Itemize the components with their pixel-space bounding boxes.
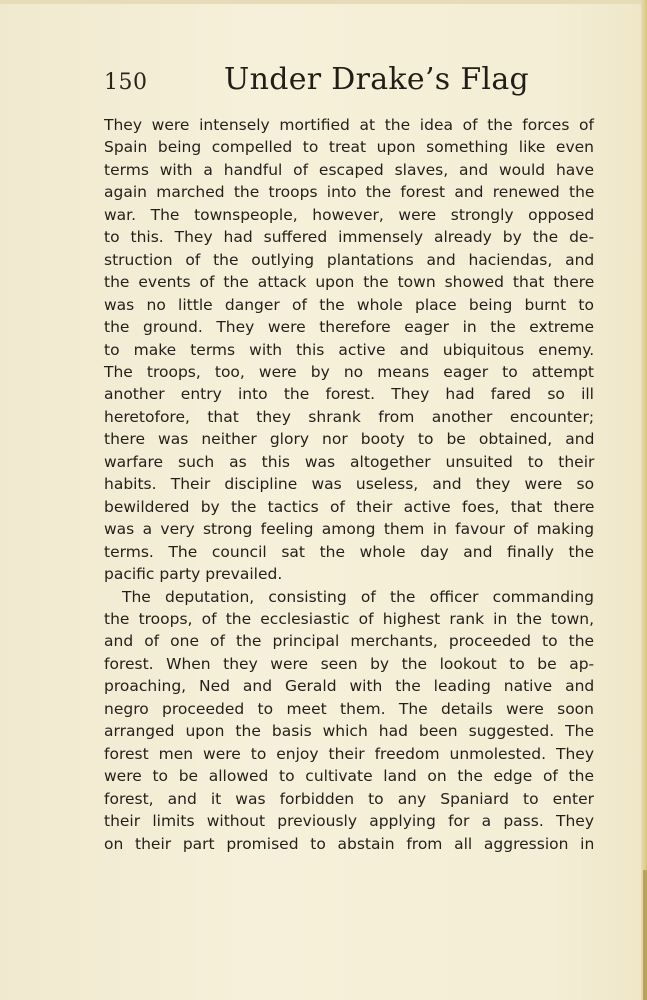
page-right-edge-shadow bbox=[643, 870, 647, 1000]
text-line: the ground. They were therefore eager in the extreme bbox=[104, 318, 594, 337]
page-number: 150 bbox=[104, 70, 148, 95]
body-text bbox=[104, 114, 594, 855]
text-line: forest, and it was forbidden to any Spaniard to enter bbox=[104, 789, 594, 808]
text-line: and of one of the principal merchants, proceeded to the bbox=[104, 632, 595, 651]
text-line: the events of the attack upon the town showed that there bbox=[104, 273, 595, 292]
text-line: negro proceeded to meet them. The details were soon bbox=[104, 699, 594, 718]
text-line: struction of the outlying plantations and haciendas, and bbox=[104, 250, 595, 269]
text-line: war. The townspeople, however, were strongly opposed bbox=[104, 205, 595, 224]
text-line: habits. Their discipline was useless, and they were so bbox=[104, 475, 595, 494]
text-line: arranged upon the basis which had been suggested. The bbox=[104, 722, 594, 741]
text-line: pacific party prevailed. bbox=[104, 565, 283, 584]
running-title: Under Drake’s Flag bbox=[224, 62, 530, 97]
paragraph-2 bbox=[104, 586, 594, 855]
text-line: their limits without previously applying for a pass. They bbox=[104, 812, 594, 831]
page-right-edge bbox=[641, 0, 647, 1000]
text-line: They were intensely mortified at the idea of the forces of bbox=[104, 116, 594, 134]
text-line: heretofore, that they shrank from another encounter; bbox=[104, 407, 595, 426]
text-line: was no little danger of the whole place being burnt to bbox=[104, 295, 594, 314]
text-line: proaching, Ned and Gerald with the leading native and bbox=[104, 677, 595, 696]
text-line: The troops, too, were by no means eager to attempt bbox=[104, 362, 594, 381]
text-line: terms. The council sat the whole day and finally the bbox=[104, 542, 594, 561]
text-line: forest men were to enjoy their freedom unmolested. They bbox=[104, 744, 594, 763]
paragraph-1 bbox=[104, 114, 594, 586]
text-line: warfare such as this was altogether unsuited to their bbox=[104, 452, 595, 471]
text-line: there was neither glory nor booty to be obtained, and bbox=[104, 430, 595, 449]
text-line: the troops, of the ecclesiastic of highest rank in the town, bbox=[104, 609, 594, 628]
text-line: bewildered by the tactics of their active foes, that there bbox=[104, 497, 595, 516]
text-line: another entry into the forest. They had fared so ill bbox=[104, 385, 594, 404]
text-line: to this. They had suffered immensely already by the de- bbox=[104, 228, 595, 247]
running-header bbox=[104, 58, 594, 108]
text-line: to make terms with this active and ubiquitous enemy. bbox=[104, 340, 595, 359]
text-line: The deputation, consisting of the officer commanding bbox=[122, 587, 594, 606]
text-line: terms with a handful of escaped slaves, and would have bbox=[104, 160, 594, 179]
text-line: again marched the troops into the forest and renewed the bbox=[104, 183, 595, 202]
page-top-edge bbox=[0, 0, 647, 4]
text-line: forest. When they were seen by the lookout to be ap- bbox=[104, 654, 595, 673]
text-line: were to be allowed to cultivate land on the edge of the bbox=[104, 767, 594, 786]
text-line: Spain being compelled to treat upon something like even bbox=[104, 138, 594, 157]
text-line: was a very strong feeling among them in favour of making bbox=[104, 520, 595, 539]
text-line: on their part promised to abstain from all aggression in bbox=[104, 834, 595, 853]
